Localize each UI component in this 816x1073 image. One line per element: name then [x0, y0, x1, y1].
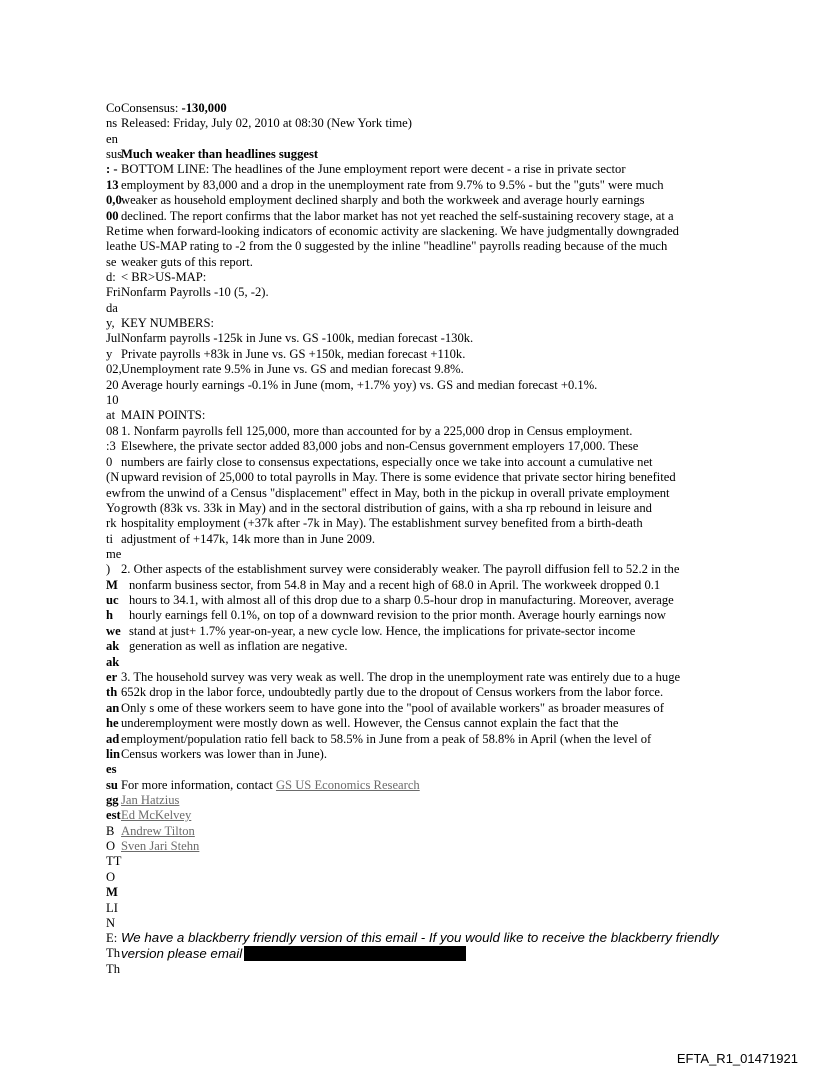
left-column-fragment: TT [106, 854, 122, 868]
text-fragment: hourly earnings fell 0.1%, on top of a downward revision to the prior month. Average hourly earnings now [129, 608, 666, 622]
left-column-fragment: 08 [106, 424, 119, 438]
text-fragment: 652k drop in the labor force, undoubtedly partly due to the dropout of Census workers from the labor force. [121, 685, 664, 699]
main-point-1-line [121, 500, 652, 516]
key-numbers-heading [121, 315, 214, 331]
text-fragment: numbers are fairly close to consensus expectations, especially once we take into account a cumulative net [121, 455, 653, 469]
left-column-fragment: 20 [106, 378, 119, 392]
usmap-value [121, 284, 269, 300]
left-column-fragment: Th [106, 946, 120, 960]
left-column-fragment: er [106, 670, 118, 684]
left-column-fragment: (N [106, 470, 120, 484]
left-column-fragment: est [106, 808, 121, 822]
text-fragment: Only s ome of these workers seem to have gone into the "pool of available workers" as broader measures of [121, 701, 664, 715]
usmap-label [121, 269, 206, 285]
left-column-fragment: Jul [106, 331, 121, 345]
left-column-fragment: ) [106, 562, 111, 576]
text-fragment: Elsewhere, the private sector added 83,000 jobs and non-Census government employers 17,000. These [121, 439, 639, 453]
redacted-email [244, 946, 466, 961]
released-line [121, 115, 412, 131]
contact-intro [121, 777, 420, 793]
left-column-fragment: y, [106, 316, 115, 330]
text-fragment: hospitality employment (+37k after -7k in May). The establishment survey benefited from a birth-death [121, 516, 643, 530]
key-number-item [121, 346, 465, 362]
main-point-1-line [121, 485, 670, 501]
text-fragment: employment/population ratio fell back to 58.5% in June from a peak of 58.8% in April (when the level of [121, 732, 652, 746]
left-column-fragment: E: [106, 931, 118, 945]
text-fragment: Unemployment rate 9.5% in June vs. GS and median forecast 9.8%. [121, 362, 464, 376]
text-fragment: BOTTOM LINE: The headlines of the June employment report were decent - a rise in private sector [121, 162, 626, 176]
text-fragment: Much weaker than headlines suggest [121, 147, 319, 161]
left-column-fragment: uc [106, 593, 119, 607]
left-column-fragment: 0,0 [106, 193, 122, 207]
left-column-fragment: ti [106, 532, 113, 546]
text-fragment: 2. Other aspects of the establishment survey were considerably weaker. The payroll diffusion fell to 52.2 in the [121, 562, 680, 576]
key-number-item [121, 330, 473, 346]
text-fragment: < BR>US-MAP: [121, 270, 207, 284]
bottom-line-text [121, 238, 667, 254]
left-column-fragment: 00 [106, 209, 119, 223]
main-point-3-line [121, 684, 663, 700]
text-fragment: underemployment were mostly down as well. However, the Census cannot explain the fact that the [121, 716, 619, 730]
left-column-fragment: he [106, 716, 119, 730]
text-fragment: adjustment of +147k, 14k more than in June 2009. [121, 532, 376, 546]
main-point-3-line [121, 746, 327, 762]
left-column-fragment: at [106, 408, 116, 422]
main-point-1-line [121, 423, 632, 439]
text-fragment: growth (83k vs. 33k in May) and in the sectoral distribution of gains, with a sha rp rebound in leisure and [121, 501, 652, 515]
contact-person [121, 792, 179, 808]
bottom-line-text [121, 208, 674, 224]
left-column-fragment: d: [106, 270, 116, 284]
contact-link[interactable]: Jan Hatzius [121, 793, 180, 807]
headline [121, 146, 318, 162]
contact-person [121, 807, 191, 823]
contact-link[interactable]: Andrew Tilton [121, 824, 195, 838]
main-point-2-line [129, 577, 660, 593]
left-column-fragment: 10 [106, 393, 119, 407]
left-column-fragment: en [106, 132, 118, 146]
contact-link[interactable]: Ed McKelvey [121, 808, 192, 822]
left-column-fragment: Co [106, 101, 121, 115]
main-point-3-line [121, 715, 619, 731]
left-column-fragment: Th [106, 962, 120, 976]
left-column-fragment: O [106, 839, 116, 853]
left-column-fragment: gg [106, 793, 119, 807]
main-point-1-line [121, 515, 643, 531]
main-point-3-line [121, 731, 651, 747]
left-column-fragment: : - [106, 162, 118, 176]
left-column-fragment: lin [106, 747, 121, 761]
main-point-2-line [129, 638, 348, 654]
main-point-1-line [121, 438, 638, 454]
text-fragment: time when forward-looking indicators of economic activity are slackening. We have judgmentally downgraded [121, 224, 679, 238]
main-point-2-line [129, 607, 666, 623]
text-fragment: declined. The report confirms that the labor market has not yet reached the self-sustaining recovery stage, at a [121, 209, 674, 223]
left-column-fragment: y [106, 347, 113, 361]
left-column-fragment: B [106, 824, 115, 838]
left-column-fragment: Re [106, 224, 120, 238]
text-fragment: MAIN POINTS: [121, 408, 206, 422]
main-points-heading [121, 407, 205, 423]
text-fragment: -130,000 [181, 101, 227, 115]
contact-link[interactable]: GS US Economics Research [275, 778, 420, 792]
text-fragment: Average hourly earnings -0.1% in June (mom, +1.7% yoy) vs. GS and median forecast +0.1%. [121, 378, 598, 392]
contact-link[interactable]: Sven Jari Stehn [121, 839, 200, 853]
consensus-line [121, 100, 227, 116]
left-column-fragment: da [106, 301, 118, 315]
left-column-fragment: O [106, 870, 116, 884]
left-column-fragment: ad [106, 732, 120, 746]
left-column-fragment: 13 [106, 178, 119, 192]
left-column-fragment: 02, [106, 362, 122, 376]
text-fragment: upward revision of 25,000 to total payrolls in May. There is some evidence that private sector hiring benefited [121, 470, 676, 484]
left-column-fragment: :3 [106, 439, 116, 453]
main-point-2-line [121, 561, 679, 577]
left-column-fragment: ak [106, 655, 120, 669]
bottom-line-text [121, 161, 626, 177]
contact-person [121, 823, 195, 839]
left-column-fragment: Fri [106, 285, 121, 299]
left-column-fragment: ew [106, 486, 121, 500]
text-fragment: 1. Nonfarm payrolls fell 125,000, more than accounted for by a 225,000 drop in Census employment. [121, 424, 633, 438]
document-id: EFTA_R1_01471921 [676, 1051, 798, 1066]
text-fragment: hours to 34.1, with almost all of this drop due to a sharp 0.5-hour drop in manufacturing. Moreover, average [129, 593, 674, 607]
left-column-fragment: h [106, 608, 114, 622]
left-column-fragment: 0 [106, 455, 113, 469]
left-column-fragment: LI [106, 901, 118, 915]
text-fragment: Nonfarm payrolls -125k in June vs. GS -100k, median forecast -130k. [121, 331, 474, 345]
text-fragment: weaker as household employment declined sharply and both the workweek and average hourly earnings [121, 193, 645, 207]
text-fragment: Private payrolls +83k in June vs. GS +150k, median forecast +110k. [121, 347, 466, 361]
left-column-fragment: ns [106, 116, 118, 130]
blackberry-text: We have a blackberry friendly version of this email - If you would like to receive the blackberry friendly version please email [121, 930, 719, 961]
left-column-fragment: lea [106, 239, 121, 253]
left-column-fragment: su [106, 778, 118, 792]
left-column-fragment: rk [106, 516, 117, 530]
text-fragment: Nonfarm Payrolls -10 (5, -2). [121, 285, 269, 299]
left-column-fragment: se [106, 255, 117, 269]
text-fragment: Census workers was lower than in June). [121, 747, 328, 761]
main-point-1-line [121, 469, 676, 485]
text-fragment: from the unwind of a Census "displacement" effect in May, both in the pickup in overall private employment [121, 486, 670, 500]
key-number-item [121, 361, 464, 377]
main-point-2-line [129, 623, 635, 639]
main-point-1-line [121, 531, 375, 547]
blackberry-notice [121, 930, 721, 962]
text-fragment: employment by 83,000 and a drop in the unemployment rate from 9.7% to 9.5% - but the "guts" were much [121, 178, 664, 192]
main-point-2-line [129, 592, 674, 608]
text-fragment: Released: Friday, July 02, 2010 at 08:30 (New York time) [121, 116, 412, 130]
main-point-3-line [121, 669, 680, 685]
text-fragment: 3. The household survey was very weak as well. The drop in the unemployment rate was entirely due to a huge [121, 670, 681, 684]
contact-person [121, 838, 199, 854]
text-fragment: stand at just+ 1.7% year-on-year, a new cycle low. Hence, the implications for private-sector income [129, 624, 636, 638]
left-column-fragment: th [106, 685, 118, 699]
left-column-fragment: N [106, 916, 116, 930]
left-column-fragment: an [106, 701, 120, 715]
main-point-1-line [121, 454, 653, 470]
text-fragment: generation as well as inflation are negative. [129, 639, 348, 653]
left-column-fragment: M [106, 578, 118, 592]
text-fragment: KEY NUMBERS: [121, 316, 214, 330]
bottom-line-text [121, 177, 664, 193]
text-fragment: Consensus: [121, 101, 179, 115]
text-fragment: weaker guts of this report. [121, 255, 253, 269]
left-column-fragment: we [106, 624, 121, 638]
left-column-fragment: es [106, 762, 117, 776]
left-column-fragment: ak [106, 639, 120, 653]
text-fragment: For more information, contact [121, 778, 273, 792]
left-column-fragment: sus [106, 147, 123, 161]
text-fragment: nonfarm business sector, from 54.8 in May and a recent high of 68.0 in April. The workweek dropped 0.1 [129, 578, 661, 592]
key-number-item [121, 377, 597, 393]
left-column-fragment: M [106, 885, 118, 899]
bottom-line-text [121, 254, 253, 270]
text-fragment: the US-MAP rating to -2 from the 0 suggested by the inline "headline" payrolls reading because of the much [121, 239, 668, 253]
bottom-line-text [121, 223, 679, 239]
left-column-fragment: me [106, 547, 122, 561]
left-column-fragment: Yo [106, 501, 121, 515]
main-point-3-line [121, 700, 664, 716]
bottom-line-text [121, 192, 645, 208]
